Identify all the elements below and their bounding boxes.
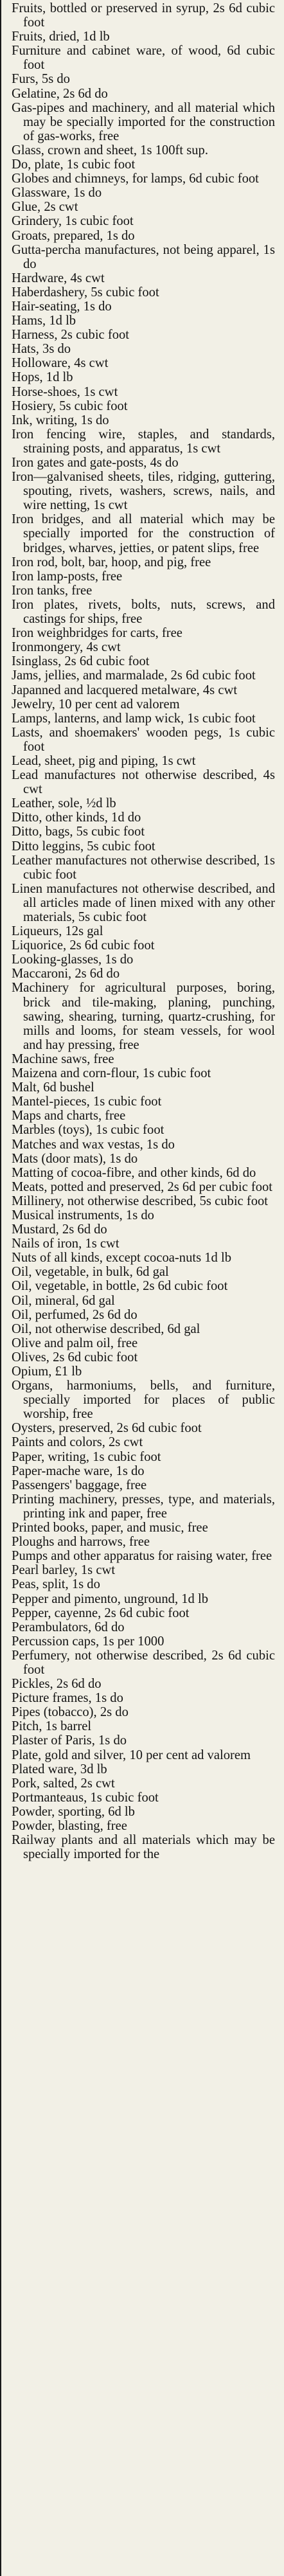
tariff-entry: Leather, sole, ½d lb (12, 796, 116, 811)
tariff-entry: Peas, split, 1s do (12, 1577, 100, 1592)
tariff-entry: Gelatine, 2s 6d do (12, 86, 108, 101)
tariff-entry: Hats, 3s do (12, 342, 71, 357)
tariff-entry: Liqueurs, 12s gal (12, 924, 103, 939)
tariff-entry: Olive and palm oil, free (12, 1336, 138, 1350)
tariff-entry: Hams, 1d lb (12, 314, 76, 328)
tariff-entry: Matches and wax vestas, 1s do (12, 1137, 175, 1152)
tariff-entry: Plaster of Paris, 1s do (12, 1733, 127, 1748)
tariff-entry: Iron—galvanised sheets, tiles, ridging, guttering, spouting, rivets, washers, screws, nails, and wire netting, 1s cwt (12, 470, 275, 513)
tariff-entry: Pepper and pimento, unground, 1d lb (12, 1591, 209, 1606)
tariff-entry: Iron lamp-posts, free (12, 569, 123, 584)
tariff-entry: Oysters, preserved, 2s 6d cubic foot (12, 1421, 202, 1436)
tariff-entry: Gutta-percha manufactures, not being apparel, 1s do (12, 242, 275, 271)
tariff-entry: Opium, £1 lb (12, 1364, 82, 1379)
tariff-entry: Fruits, bottled or preserved in syrup, 2s 6d cubic foot (12, 1, 275, 30)
tariff-entry: Ironmongery, 4s cwt (12, 640, 121, 655)
tariff-entry: Malt, 6d bushel (12, 1080, 94, 1095)
tariff-entry: Glass, crown and sheet, 1s 100ft sup. (12, 143, 209, 157)
tariff-entry: Hops, 1d lb (12, 370, 73, 385)
tariff-entry: Oil, perfumed, 2s 6d do (12, 1307, 138, 1322)
tariff-entry: Machinery for agricultural purposes, boring, brick and tile-making, planing, punching, sawing, shearing, turning, quartz-crushing, for mills and looms, for steam vessels, for wool and hay pressing, free (12, 981, 275, 1052)
tariff-entry: Olives, 2s 6d cubic foot (12, 1350, 138, 1364)
tariff-entry: Printed books, paper, and music, free (12, 1521, 208, 1535)
tariff-entry: Powder, blasting, free (12, 1819, 127, 1833)
tariff-entry: Fruits, dried, 1d lb (12, 30, 110, 44)
tariff-entry: Grindery, 1s cubic foot (12, 214, 134, 229)
tariff-entry: Lead manufactures not otherwise described, 4s cwt (12, 768, 275, 797)
tariff-entry: Oil, mineral, 6d gal (12, 1293, 115, 1308)
tariff-entry: Matting of cocoa-fibre, and other kinds, 6d do (12, 1165, 256, 1180)
tariff-entry: Pickles, 2s 6d do (12, 1677, 102, 1692)
tariff-entry: Hosiery, 5s cubic foot (12, 398, 128, 413)
tariff-entry: Pumps and other apparatus for raising water, free (12, 1549, 272, 1564)
tariff-entry: Meats, potted and preserved, 2s 6d per cubic foot (12, 1179, 273, 1194)
tariff-entry: Haberdashery, 5s cubic foot (12, 285, 159, 300)
tariff-entry: Perfumery, not otherwise described, 2s 6d cubic foot (12, 1648, 275, 1677)
tariff-entry: Furs, 5s do (12, 72, 70, 87)
tariff-entry: Pearl barley, 1s cwt (12, 1563, 116, 1578)
tariff-entry: Plate, gold and silver, 10 per cent ad valorem (12, 1748, 251, 1762)
tariff-entry: Jams, jellies, and marmalade, 2s 6d cubic foot (12, 668, 256, 683)
tariff-entry: Oil, not otherwise described, 6d gal (12, 1321, 200, 1336)
tariff-entry: Ploughs and harrows, free (12, 1535, 150, 1550)
tariff-entry: Percussion caps, 1s per 1000 (12, 1634, 164, 1649)
tariff-entry: Ink, writing, 1s do (12, 413, 109, 427)
tariff-entry: Passengers' baggage, free (12, 1478, 147, 1492)
tariff-entry: Organs, harmoniums, bells, and furniture, specially imported for places of public worship, free (12, 1379, 275, 1422)
tariff-entry: Do, plate, 1s cubic foot (12, 157, 136, 172)
tariff-entry: Ditto, bags, 5s cubic foot (12, 825, 145, 839)
tariff-entry: Gas-pipes and machinery, and all material which may be specially imported for the construction of gas-works, free (12, 100, 275, 143)
tariff-entry: Glassware, 1s do (12, 186, 102, 201)
tariff-entry: Iron rod, bolt, bar, hoop, and pig, free (12, 555, 211, 569)
tariff-entry: Isinglass, 2s 6d cubic foot (12, 654, 150, 669)
tariff-entry: Mats (door mats), 1s do (12, 1151, 138, 1166)
tariff-entry: Hair-seating, 1s do (12, 299, 112, 314)
tariff-entry: Looking-glasses, 1s do (12, 953, 134, 967)
tariff-entry: Ditto leggins, 5s cubic foot (12, 839, 155, 854)
tariff-entry: Furniture and cabinet ware, of wood, 6d cubic foot (12, 44, 275, 73)
tariff-entry: Iron bridges, and all material which may be specially imported for the construction of bridges, wharves, jetties, or patent slips, free (12, 512, 275, 555)
tariff-entry: Iron plates, rivets, bolts, nuts, screws, and castings for ships, free (12, 597, 275, 627)
tariff-entry: Jewelry, 10 per cent ad valorem (12, 697, 180, 711)
tariff-entry: Maccaroni, 2s 6d do (12, 967, 120, 981)
tariff-entry: Ditto, other kinds, 1d do (12, 810, 141, 825)
tariff-entry: Musical instruments, 1s do (12, 1208, 154, 1222)
tariff-entry: Paints and colors, 2s cwt (12, 1435, 143, 1450)
tariff-entry: Powder, sporting, 6d lb (12, 1804, 135, 1819)
tariff-entry: Harness, 2s cubic foot (12, 328, 130, 343)
tariff-entry: Holloware, 4s cwt (12, 356, 109, 371)
tariff-entry: Globes and chimneys, for lamps, 6d cubic foot (12, 172, 259, 186)
tariff-entry: Pepper, cayenne, 2s 6d cubic foot (12, 1606, 190, 1620)
tariff-entry: Linen manufactures not otherwise described, and all articles made of linen mixed with any other materials, 5s cubic foot (12, 881, 275, 924)
tariff-entry: Printing machinery, presses, type, and materials, printing ink and paper, free (12, 1492, 275, 1521)
tariff-entry: Lasts, and shoemakers' wooden pegs, 1s cubic foot (12, 725, 275, 754)
tariff-entry: Maps and charts, free (12, 1109, 126, 1123)
tariff-entry: Pipes (tobacco), 2s do (12, 1705, 129, 1720)
tariff-entry: Liquorice, 2s 6d cubic foot (12, 938, 155, 953)
tariff-entry: Lamps, lanterns, and lamp wick, 1s cubic foot (12, 711, 256, 726)
tariff-entry: Japanned and lacquered metalware, 4s cwt (12, 683, 238, 697)
tariff-entry: Machine saws, free (12, 1051, 114, 1066)
tariff-entry: Lead, sheet, pig and piping, 1s cwt (12, 753, 196, 768)
tariff-entry: Plated ware, 3d lb (12, 1762, 107, 1776)
tariff-entry: Nuts of all kinds, except cocoa-nuts 1d lb (12, 1251, 232, 1266)
tariff-entry: Oil, vegetable, in bulk, 6d gal (12, 1265, 169, 1280)
tariff-entry: Pork, salted, 2s cwt (12, 1776, 115, 1791)
tariff-entry: Glue, 2s cwt (12, 200, 78, 215)
tariff-entry: Mantel-pieces, 1s cubic foot (12, 1095, 162, 1109)
tariff-entry: Iron gates and gate-posts, 4s do (12, 456, 179, 470)
tariff-entry: Portmanteaus, 1s cubic foot (12, 1790, 159, 1805)
tariff-entry: Railway plants and all materials which may be specially imported for the (12, 1833, 275, 1862)
tariff-entry: Iron fencing wire, staples, and standards, straining posts, and apparatus, 1s cwt (12, 427, 275, 456)
tariff-entry: Leather manufactures not otherwise described, 1s cubic foot (12, 853, 275, 882)
tariff-entry: Horse-shoes, 1s cwt (12, 384, 118, 399)
tariff-entry: Picture frames, 1s do (12, 1691, 123, 1706)
tariff-entry: Maizena and corn-flour, 1s cubic foot (12, 1066, 211, 1081)
tariff-entry: Nails of iron, 1s cwt (12, 1237, 120, 1251)
tariff-entry: Iron tanks, free (12, 583, 93, 598)
tariff-entry: Pitch, 1s barrel (12, 1719, 92, 1734)
tariff-entry: Paper-mache ware, 1s do (12, 1463, 145, 1478)
tariff-entry: Marbles (toys), 1s cubic foot (12, 1123, 164, 1138)
tariff-entry: Millinery, not otherwise described, 5s cubic foot (12, 1194, 269, 1208)
tariff-entry: Oil, vegetable, in bottle, 2s 6d cubic foot (12, 1279, 228, 1294)
tariff-entry: Mustard, 2s 6d do (12, 1222, 107, 1237)
tariff-entry: Paper, writing, 1s cubic foot (12, 1449, 161, 1464)
tariff-entry: Hardware, 4s cwt (12, 271, 105, 285)
tariff-entry: Iron weighbridges for carts, free (12, 626, 182, 641)
tariff-list (12, 1, 275, 1861)
tariff-entry: Groats, prepared, 1s do (12, 228, 135, 243)
tariff-entry: Perambulators, 6d do (12, 1620, 125, 1634)
